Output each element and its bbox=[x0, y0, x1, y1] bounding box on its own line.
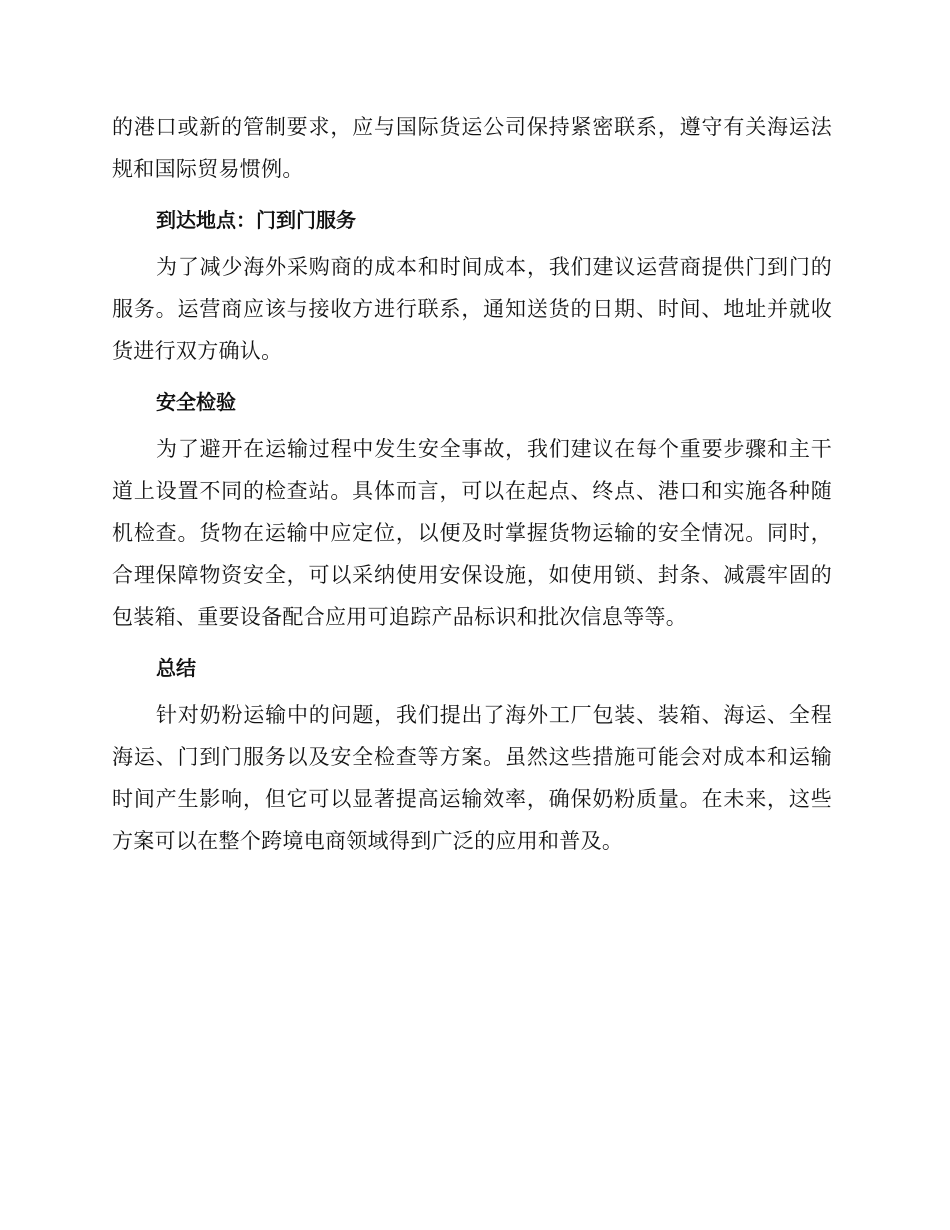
section-heading: 安全检验 bbox=[156, 390, 236, 414]
section-safety-inspection bbox=[112, 382, 832, 638]
document-page bbox=[112, 106, 832, 866]
section-heading: 到达地点：门到门服务 bbox=[156, 208, 356, 232]
section-door-to-door bbox=[112, 200, 832, 372]
section-body: 针对奶粉运输中的问题，我们提出了海外工厂包装、装箱、海运、全程海运、门到门服务以及安全检查等方案。虽然这些措施可能会对成本和运输时间产生影响，但它可以显著提高运输效率，确保奶粉质量。在未来，这些方案可以在整个跨境电商领域得到广泛的应用和普及。 bbox=[112, 703, 832, 853]
section-heading: 总结 bbox=[156, 656, 196, 680]
section-summary bbox=[112, 648, 832, 862]
section-body: 为了减少海外采购商的成本和时间成本，我们建议运营商提供门到门的服务。运营商应该与接收方进行联系，通知送货的日期、时间、地址并就收货进行双方确认。 bbox=[112, 255, 832, 363]
section-body: 为了避开在运输过程中发生安全事故，我们建议在每个重要步骤和主干道上设置不同的检查站。具体而言，可以在起点、终点、港口和实施各种随机检查。货物在运输中应定位，以便及时掌握货物运输的安全情况。同时，合理保障物资安全，可以采纳使用安保设施，如使用锁、封条、减震牢固的包装箱、重要设备配合应用可追踪产品标识和批次信息等等。 bbox=[112, 437, 832, 629]
intro-paragraph: 的港口或新的管制要求，应与国际货运公司保持紧密联系，遵守有关海运法规和国际贸易惯例。 bbox=[112, 115, 832, 181]
